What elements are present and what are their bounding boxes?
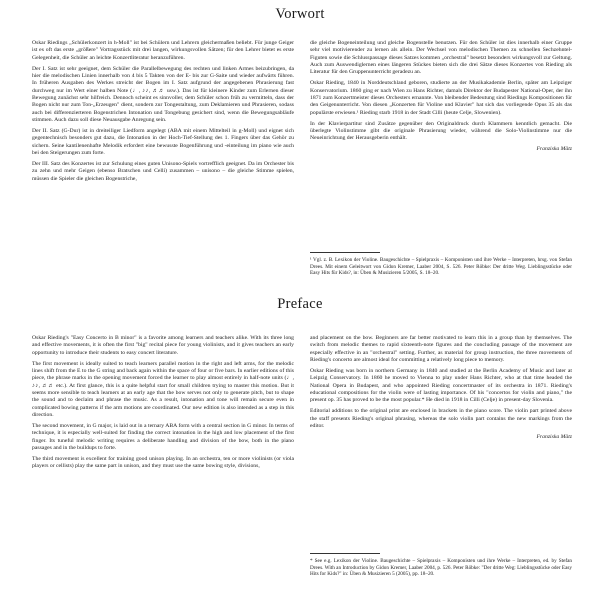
english-signature: Franziska Mätz [536,433,572,440]
english-paragraph: and placement on the bow. Beginners are far better motivated to learn this in a group than by themselves. The switch from melodic themes to rapid sixteenth-note figures and the concluding passage of the movement are especially effective in an "orchestral" setting. Further, as material for group instruction, the three movements of Rieding's concerto are almost ideal for committing a relatively long piece to memory. [310,335,572,364]
german-paragraph: Der III. Satz des Konzertes ist zur Schulung eines guten Unisono-Spiels vortrefflich geeignet. Da im Orchester bis zu zehn und mehr Geigen (ebenso Bratschen und Celli) zusammen – unisono – die gleiche Stimme spielen, müssen die Spieler die gleichen Bogenstriche, [32,160,294,182]
german-paragraph: Der I. Satz ist sehr geeignet, dem Schüler die Parallelbewegung des rechten und linken Armes beizubringen, da hier die melodischen Linien innerhalb von 4 bis 5 Takten von der E- bis zur G-Saite und wieder aufwärts führen. In früheren Ausgaben des Werkes streicht der Bogen im I. Satz aufgrund der angegebenen Phrasierung fast durchweg nur im Wert einer halben Note (♩, ♪♪, ♬♬ usw.). Das ist für kleinere Kinder zum Erlernen dieser Bewegung zunächst sehr hilfreich. Dennoch scheint es sinnvoller, dem Schüler schon früh zu vermitteln, dass der Bogen nicht nur zum Ton-„Erzeugen" dient, sondern zur Tongestaltung, zum Deklamieren und Phrasieren, sodass auch bei differenzierteren Bogenstrichen Intonation und Tongebung gesichert sind, wenn die Bewegungsabläufe stimmen. Auch dazu soll diese Neuausgabe Anregung sein. [32,65,294,124]
english-left-column [32,335,294,474]
english-paragraph: Oskar Rieding was born in northern Germany in 1840 and studied at the Berlin Academy of Music and later at Leipzig Conservatory. In 1860 he moved to Vienna to play under Hans Richter, who at that time headed the National Opera in Budapest, and who appointed Rieding concertmaster of its orchestra in 1871. Rieding's educational compositions for the violin were of lasting importance. Of his "concertos for violin and piano," the present op. 35 has proved to be the most popular.* He died in 1918 in Cilli (Celje) in present-day Slovenia. [310,367,572,404]
german-title: Vorwort [275,6,325,22]
english-right-column [310,335,572,441]
english-paragraph: The first movement is ideally suited to teach learners parallel motion in the right and left arms, for the melodic lines shift from the E to the G string and back again within the space of four or five bars. In earlier editions of this piece, the phrase marks in the opening movement forced the learner to play almost entirely in half-note units (♩, ♪♪, ♬♬ etc.). At first glance, this is a quite helpful start for small children trying to master this motion. But it seems more sensible to teach learners at an early age that the bow serves not only to generate pitch, but to shape the sound and to declaim and phrase the music. As a result, intonation and tone will remain secure even in complicated bowing patterns if the arm motions are coordinated. Our new edition is also intended as a step in this direction. [32,360,294,419]
german-footnote: ¹ Vgl. z. B. Lexikon der Violine. Baugeschichte – Spielpraxis – Komponisten und ihre Werke – Interpreten, hrsg. von Stefan Drees. Mit einem Geleitwort von Gidon Kremer, Laaber 2004, S. 526. Peter Röbke: Der dritte Weg. Lieblingsstücke oder Easy Hits für Kids?, in: Üben & Musizieren 5/2005, S. 18–20. [310,257,572,277]
german-signature: Franziska Mätz [536,146,572,153]
english-paragraph: The second movement, in G major, is laid out in a ternary ABA form with a central section in G minor. In terms of technique, it is especially well-suited for finding the correct intonation in the high and low placement of the first finger. Its tuneful melodic writing requires a deliberate handling and division of the bow, both in the piano passages and in the buildups to forte. [32,422,294,451]
english-paragraph: The third movement is excellent for training good unison playing. In an orchestra, ten or more violinists (or viola players or cellists) play the same part in unison, and they must use the same bowing style, divisions, [32,455,294,470]
english-footnote: * See e.g. Lexikon der Violine. Baugeschichte – Spielpraxis – Komponisten und ihre Werke – Interpreten, ed. by Stefan Drees. With an Introduction by Gidon Kremer, Laaber 2004, p. 526. Peter Röbke: "Der dritte Weg: Lieblingsstücke oder Easy Hits for Kids?" in: Üben & Musizieren 5 (2005), pp. 18–20. [310,558,572,578]
german-paragraph: Oskar Riedings „Schülerkonzert in h-Moll" ist bei Schülern und Lehrern gleichermaßen beliebt. Für junge Geiger ist es oft das erste „größere" Vortragsstück mit drei langen, wirkungsvollen Sätzen; für den Lehrer bietet es erste Gelegenheit, die Schüler an leichte Konzertliteratur heranzuführen. [32,40,294,61]
german-left-column [32,40,294,187]
german-paragraph: die gleiche Bogeneinteilung und gleiche Bogenstelle benutzen. Für den Schüler ist dies innerhalb einer Gruppe sehr viel motivierender zu lernen als allein. Der Wechsel von melodischen Themen zu schnellen Sechzehntel-Figuten sowie die Schlusspassage dieses Satzes kommen „orchestral" besetzt besonders wirkungsvoll zur Geltung. Auch zum Auswendiglernen eines längeren Stückes bieten sich die drei Sätze dieses Konzertes von Rieding als Literatur für den Gruppenunterricht geradezu an. [310,40,572,76]
german-right-column [310,40,572,154]
german-paragraph: In der Klavierpartitur sind Zusätze gegenüber den Originaldruck durch Klammern kenntlich gemacht. Die überlegte Violinstimme gibt die originale Phrasierung wieder, während die Solo-Violinstimme nur die Neueinrichtung der Herausgeberin enthält. [310,120,572,142]
english-title: Preface [277,296,323,312]
english-paragraph: Editorial additions to the original print are enclosed in brackets in the piano score. The violin part printed above the staff presents Rieding's original phrasing, whereas the solo violin part contains the new markings from the editor. [310,408,572,429]
german-paragraph: Oskar Rieding, 1840 in Norddeutschland geboren, studierte an der Musikakademie Berlin, später am Leipziger Konservatorium. 1860 ging er nach Wien zu Hans Richter, damals Direktor der Budapester National-Oper, der ihn 1871 zum Konzertmeister dieses Orchesters ernannte. Von bleibender Bedeutung sind Riedings Kompositionen für den Geigenunterricht. Von diesen „Konzerten für Violine und Klavier" hat sich das vorliegende Opus 35 als das populärste erwiesen.¹ Rieding starb 1918 in der Stadt Cilli (heute Celje, Slowenien). [310,80,572,116]
english-paragraph: Oskar Rieding's "Easy Concerto in B minor" is a favorite among learners and teachers alike. With its three long and effective movements, it is often the first "big" recital piece for young violinists, and it gives teachers an early opportunity to introduce their students to easy concert literature. [32,335,294,356]
german-footnote-rule [310,252,380,253]
german-paragraph: Der II. Satz (G-Dur) ist in dreiteiliger Liedform angelegt (ABA mit einem Mittelteil in g-Moll) und eignet sich gegentechnisch besonders gut dazu, die Intonation in der Hoch-Tief-Stellung des 1. Fingers über das Gehör zu sichern. Seine kantilenenhafte Melodik erfordert eine bewusste Bogenführung und -einteilung im piano wie auch bei den Steigerungen zum forte. [32,127,294,156]
english-footnote-rule [310,553,380,554]
